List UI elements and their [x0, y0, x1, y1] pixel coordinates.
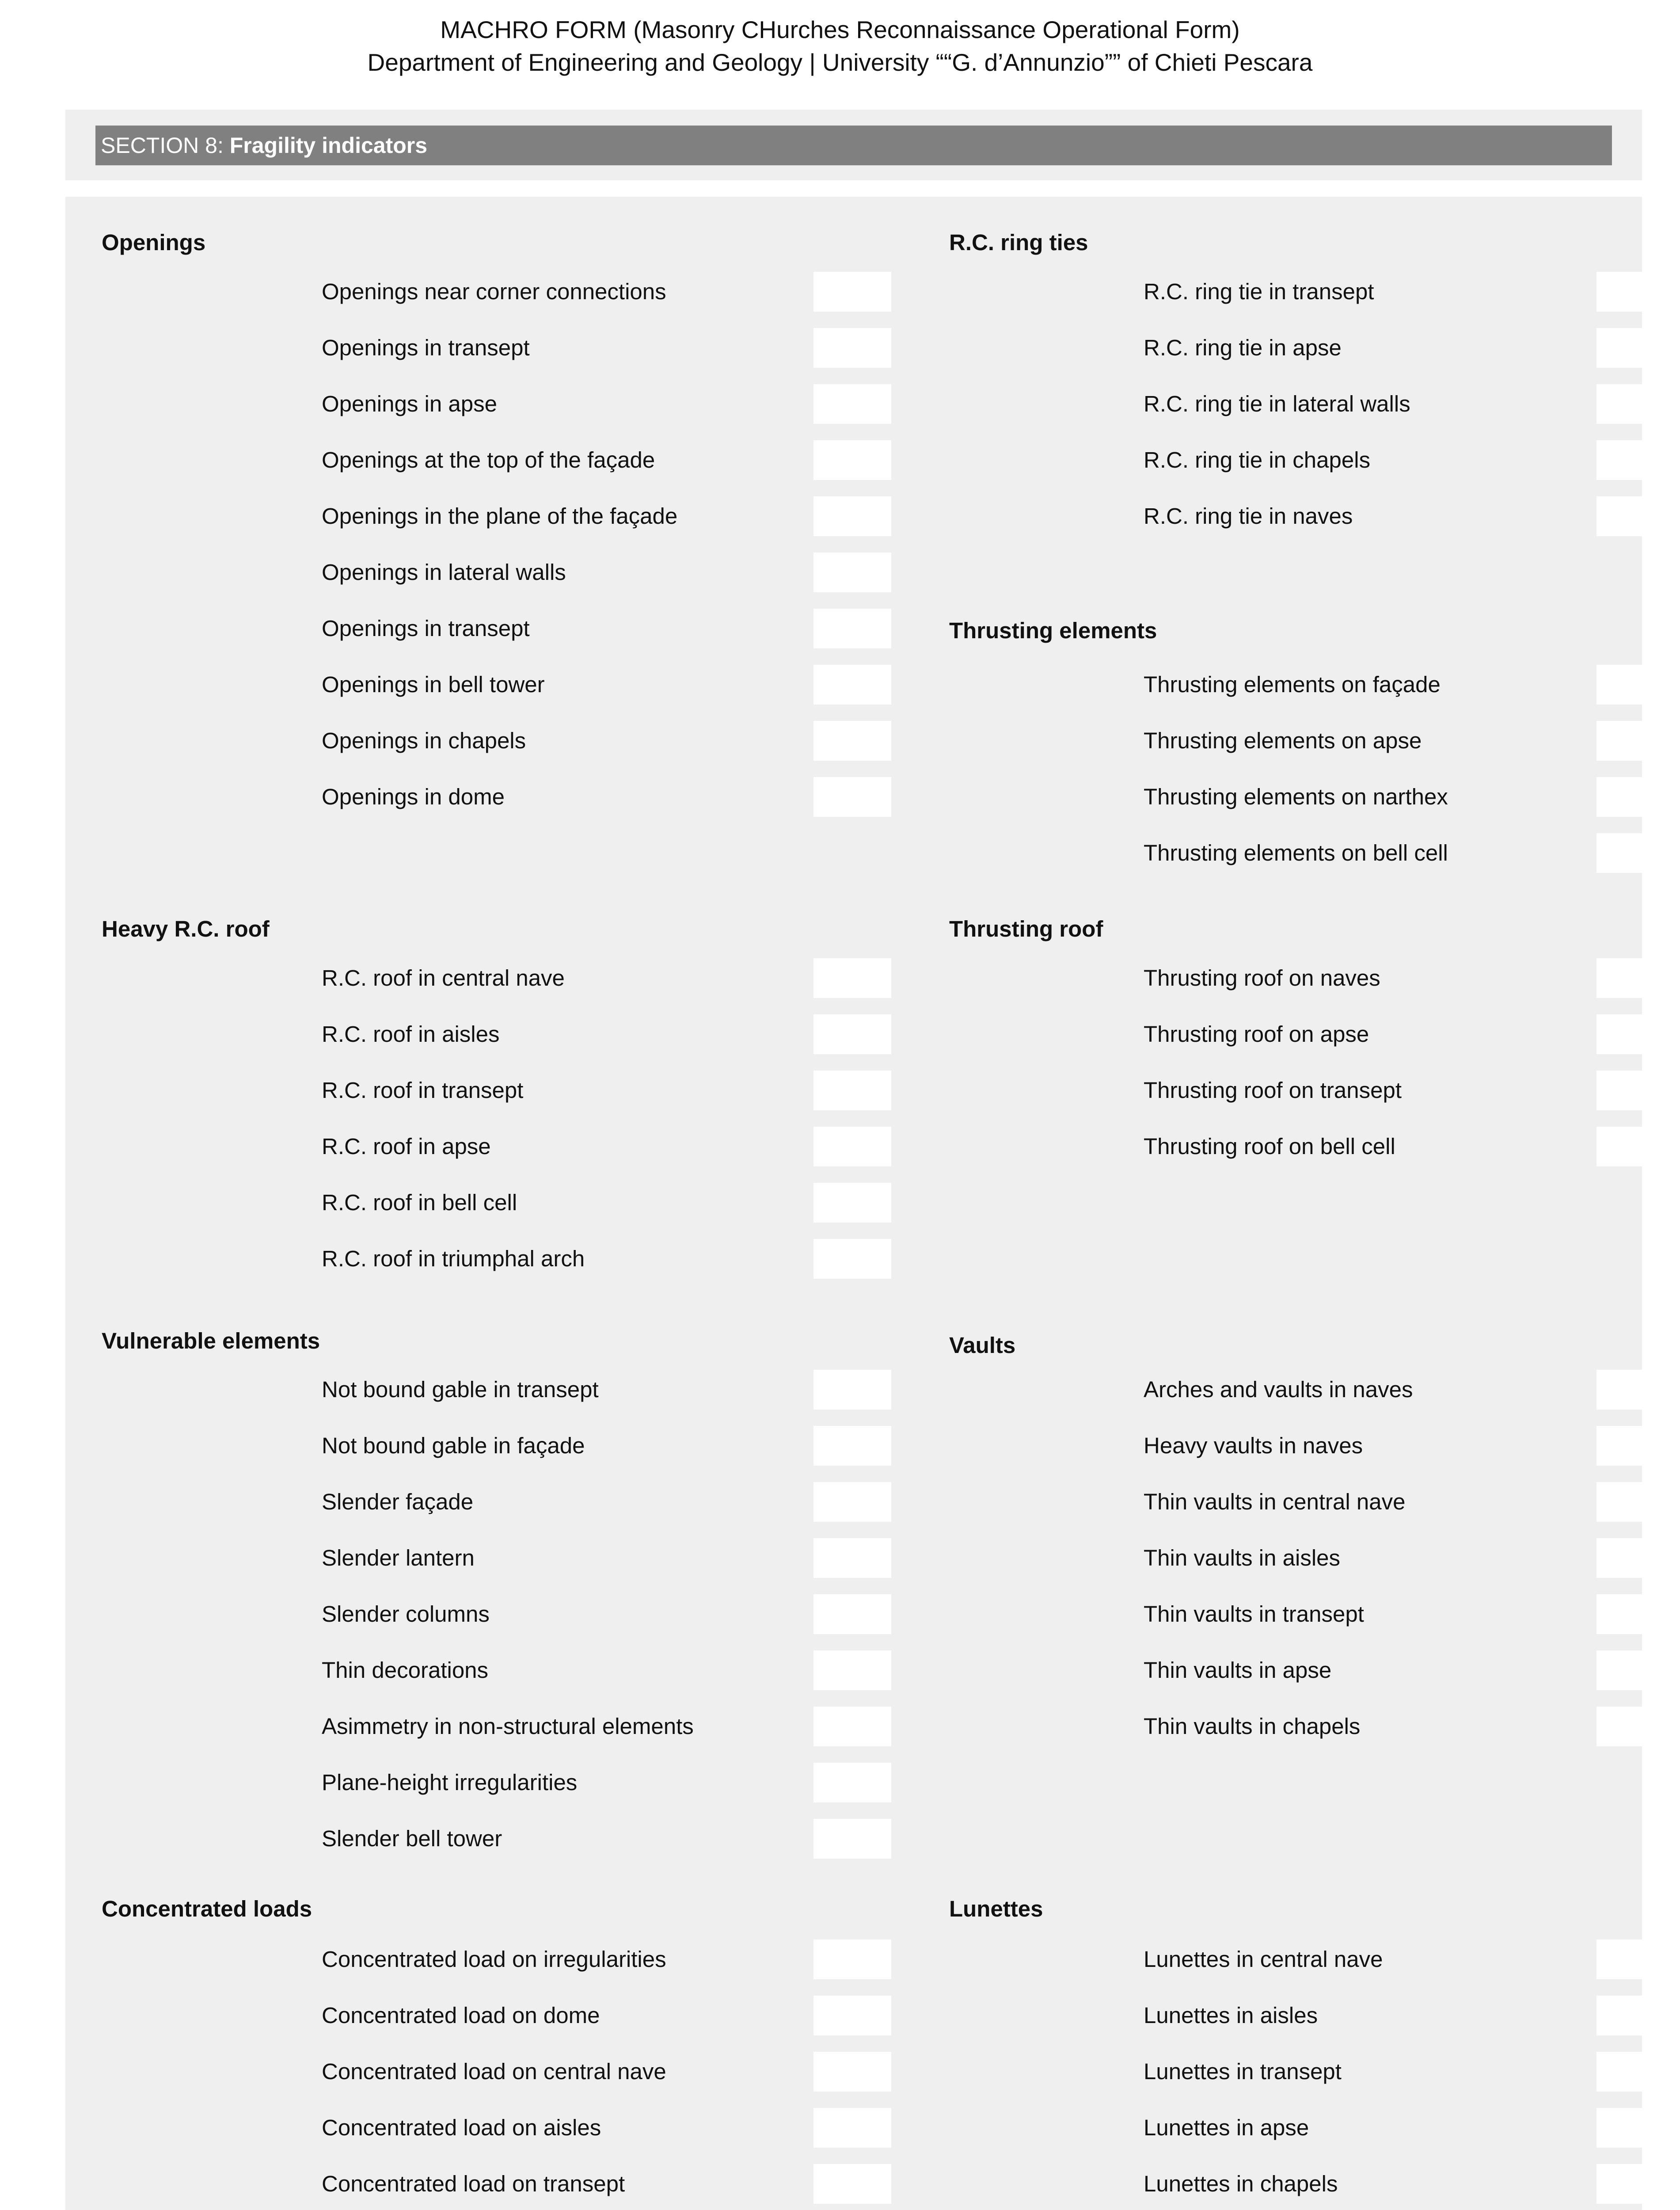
indicator-checkbox[interactable]	[813, 1482, 891, 1522]
indicator-label: Openings in transept	[322, 335, 530, 360]
indicator-label: Thin vaults in central nave	[1144, 1489, 1406, 1514]
indicator-checkbox[interactable]	[813, 1239, 891, 1279]
indicator-checkbox[interactable]	[1596, 1482, 1674, 1522]
indicator-checkbox[interactable]	[1596, 272, 1674, 312]
group-heading: R.C. ring ties	[949, 230, 1088, 255]
indicator-label: Thrusting elements on narthex	[1144, 784, 1448, 809]
indicator-label: Thrusting elements on façade	[1144, 672, 1441, 697]
indicator-label: R.C. ring tie in naves	[1144, 503, 1353, 529]
indicator-label: R.C. ring tie in chapels	[1144, 447, 1371, 472]
indicator-checkbox[interactable]	[1596, 1939, 1674, 1979]
indicator-checkbox[interactable]	[813, 1707, 891, 1746]
indicator-label: Openings at the top of the façade	[322, 447, 655, 472]
indicator-checkbox[interactable]	[813, 440, 891, 480]
indicator-checkbox[interactable]	[813, 1939, 891, 1979]
indicator-checkbox[interactable]	[1596, 1594, 1674, 1634]
indicator-label: Slender façade	[322, 1489, 474, 1514]
indicator-label: Heavy vaults in naves	[1144, 1433, 1363, 1458]
indicator-checkbox[interactable]	[813, 552, 891, 592]
indicator-checkbox[interactable]	[1596, 1071, 1674, 1110]
group-heading: Vaults	[949, 1333, 1016, 1358]
group-heading: Vulnerable elements	[102, 1328, 320, 1353]
indicator-checkbox[interactable]	[813, 609, 891, 648]
indicator-checkbox[interactable]	[813, 2164, 891, 2204]
indicator-label: Openings in bell tower	[322, 672, 545, 697]
indicator-checkbox[interactable]	[1596, 1707, 1674, 1746]
indicator-checkbox[interactable]	[1596, 2164, 1674, 2204]
indicator-checkbox[interactable]	[1596, 1370, 1674, 1410]
form-title: MACHRO FORM (Masonry CHurches Reconnaissance Operational Form)	[440, 16, 1240, 43]
indicator-label: R.C. roof in triumphal arch	[322, 1246, 585, 1271]
indicator-checkbox[interactable]	[813, 1426, 891, 1466]
indicator-label: Lunettes in central nave	[1144, 1947, 1383, 1972]
indicator-checkbox[interactable]	[1596, 1538, 1674, 1578]
indicator-label: Thrusting elements on apse	[1144, 728, 1422, 753]
indicator-checkbox[interactable]	[1596, 1996, 1674, 2035]
indicator-checkbox[interactable]	[813, 328, 891, 368]
group-heading: Lunettes	[949, 1896, 1043, 1921]
indicator-label: Asimmetry in non-structural elements	[322, 1714, 694, 1739]
indicator-label: R.C. roof in central nave	[322, 965, 565, 991]
indicator-label: Thin vaults in aisles	[1144, 1545, 1341, 1570]
indicator-checkbox[interactable]	[813, 1594, 891, 1634]
indicator-checkbox[interactable]	[813, 1650, 891, 1690]
indicator-checkbox[interactable]	[1596, 2052, 1674, 2092]
fragility-indicators-panel	[65, 197, 1642, 2210]
indicator-checkbox[interactable]	[813, 384, 891, 424]
indicator-checkbox[interactable]	[813, 1819, 891, 1859]
indicator-label: Concentrated load on dome	[322, 2003, 600, 2028]
indicator-checkbox[interactable]	[813, 1763, 891, 1802]
indicator-label: Thrusting roof on apse	[1144, 1021, 1369, 1047]
group-heading: Openings	[102, 230, 206, 255]
indicator-label: Concentrated load on central nave	[322, 2059, 666, 2084]
indicator-checkbox[interactable]	[1596, 665, 1674, 705]
indicator-label: R.C. roof in aisles	[322, 1021, 500, 1047]
indicator-label: Openings in chapels	[322, 728, 526, 753]
group-heading: Concentrated loads	[102, 1896, 312, 1921]
indicator-label: Concentrated load on irregularities	[322, 1947, 666, 1972]
indicator-checkbox[interactable]	[1596, 496, 1674, 536]
indicator-label: Thrusting elements on bell cell	[1144, 840, 1448, 865]
indicator-checkbox[interactable]	[1596, 1127, 1674, 1166]
indicator-label: Concentrated load on aisles	[322, 2115, 601, 2140]
indicator-label: Not bound gable in transept	[322, 1377, 599, 1402]
indicator-label: Plane-height irregularities	[322, 1770, 578, 1795]
indicator-label: Lunettes in chapels	[1144, 2171, 1338, 2196]
indicator-checkbox[interactable]	[813, 2108, 891, 2148]
indicator-checkbox[interactable]	[1596, 328, 1674, 368]
indicator-checkbox[interactable]	[813, 1127, 891, 1166]
indicator-label: Not bound gable in façade	[322, 1433, 585, 1458]
section-header-panel	[65, 110, 1642, 180]
group-heading: Thrusting roof	[949, 916, 1103, 941]
indicator-checkbox[interactable]	[813, 496, 891, 536]
indicator-label: Thin vaults in apse	[1144, 1658, 1332, 1683]
indicator-checkbox[interactable]	[1596, 384, 1674, 424]
indicator-label: Openings in transept	[322, 616, 530, 641]
indicator-label: Openings in the plane of the façade	[322, 503, 678, 529]
indicator-label: R.C. roof in apse	[322, 1134, 491, 1159]
indicator-checkbox[interactable]	[813, 1370, 891, 1410]
indicator-label: Openings in apse	[322, 391, 497, 416]
section-number: SECTION 8:	[101, 133, 224, 158]
indicator-label: Lunettes in transept	[1144, 2059, 1342, 2084]
form-subtitle: Department of Engineering and Geology | University ““G. d’Annunzio”” of Chieti Pescara	[367, 49, 1313, 76]
group-heading: Heavy R.C. roof	[102, 916, 270, 941]
indicator-label: R.C. ring tie in lateral walls	[1144, 391, 1410, 416]
indicator-label: Arches and vaults in naves	[1144, 1377, 1413, 1402]
indicator-checkbox[interactable]	[813, 1071, 891, 1110]
indicator-checkbox[interactable]	[1596, 1426, 1674, 1466]
indicator-checkbox[interactable]	[1596, 958, 1674, 998]
indicator-label: Concentrated load on transept	[322, 2171, 625, 2196]
section-bar	[95, 126, 1612, 165]
indicator-checkbox[interactable]	[1596, 721, 1674, 761]
indicator-checkbox[interactable]	[1596, 2108, 1674, 2148]
form-header	[0, 13, 1680, 79]
indicator-label: Thrusting roof on bell cell	[1144, 1134, 1395, 1159]
indicator-checkbox[interactable]	[813, 958, 891, 998]
indicator-label: Thin vaults in chapels	[1144, 1714, 1361, 1739]
indicator-checkbox[interactable]	[1596, 1014, 1674, 1054]
indicator-checkbox[interactable]	[813, 721, 891, 761]
indicator-checkbox[interactable]	[813, 665, 891, 705]
indicator-label: Openings in dome	[322, 784, 505, 809]
indicator-checkbox[interactable]	[813, 2052, 891, 2092]
indicator-label: Thrusting roof on transept	[1144, 1078, 1402, 1103]
indicator-label: R.C. ring tie in transept	[1144, 279, 1374, 304]
indicator-checkbox[interactable]	[813, 1996, 891, 2035]
indicator-label: Thin vaults in transept	[1144, 1601, 1364, 1627]
indicator-label: R.C. roof in bell cell	[322, 1190, 517, 1215]
indicator-label: Lunettes in aisles	[1144, 2003, 1318, 2028]
section-title: Fragility indicators	[229, 133, 428, 158]
indicator-label: Slender lantern	[322, 1545, 475, 1570]
indicator-checkbox[interactable]	[813, 1014, 891, 1054]
indicator-label: Openings near corner connections	[322, 279, 666, 304]
indicator-label: Slender bell tower	[322, 1826, 502, 1851]
indicator-label: Slender columns	[322, 1601, 490, 1627]
indicator-checkbox[interactable]	[813, 272, 891, 312]
indicator-checkbox[interactable]	[813, 1538, 891, 1578]
group-heading: Thrusting elements	[949, 618, 1157, 643]
indicator-label: Thin decorations	[322, 1658, 489, 1683]
indicator-label: R.C. ring tie in apse	[1144, 335, 1342, 360]
indicator-checkbox[interactable]	[1596, 440, 1674, 480]
indicator-label: Thrusting roof on naves	[1144, 965, 1380, 991]
indicator-checkbox[interactable]	[813, 777, 891, 817]
indicator-label: Openings in lateral walls	[322, 560, 566, 585]
indicator-label: R.C. roof in transept	[322, 1078, 524, 1103]
indicator-checkbox[interactable]	[1596, 1650, 1674, 1690]
indicator-checkbox[interactable]	[1596, 833, 1674, 873]
indicator-label: Lunettes in apse	[1144, 2115, 1309, 2140]
indicator-checkbox[interactable]	[1596, 777, 1674, 817]
indicator-checkbox[interactable]	[813, 1183, 891, 1223]
